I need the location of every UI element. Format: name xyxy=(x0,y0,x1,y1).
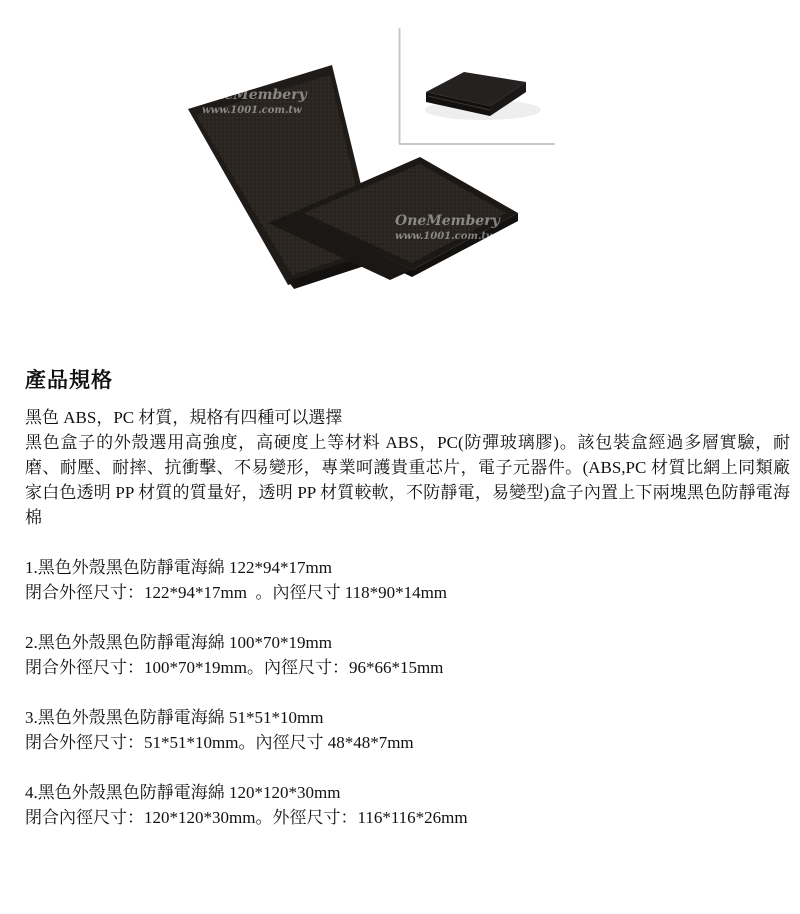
product-photo-area xyxy=(0,0,800,345)
watermark-text: OneMembery xyxy=(395,213,500,229)
spec-item xyxy=(25,555,790,605)
spec-item xyxy=(25,780,790,830)
product-description xyxy=(25,405,790,830)
intro-line: 黑色 ABS，PC 材質，規格有四種可以選擇 xyxy=(25,408,343,427)
spec-item xyxy=(25,705,790,755)
spec-title: 3.黑色外殼黑色防靜電海綿 51*51*10mm xyxy=(25,708,324,727)
spec-detail: 閉合外徑尺寸：100*70*19mm。內徑尺寸：96*66*15mm xyxy=(25,658,444,677)
intro-paragraph: 黑色盒子的外殼選用高強度，高硬度上等材料 ABS，PC(防彈玻璃膠)。該包裝盒經過多層實驗，耐磨、耐壓、耐摔、抗衝擊、不易變形，專業呵護貴重芯片，電子元器件。(ABS,PC 材質比網上同類廠家白色透明 PP 材質的質量好，透明 PP 材質較軟，不防靜電，易變型)盒子內置上下兩塊黑色防靜電海棉 xyxy=(25,433,790,527)
black-box-closed-photo xyxy=(398,28,555,146)
watermark-text: www.1001.com.tw xyxy=(202,105,302,116)
spec-title: 1.黑色外殼黑色防靜電海綿 122*94*17mm xyxy=(25,558,332,577)
watermark-text: OneMembery xyxy=(202,87,307,103)
spec-detail: 閉合外徑尺寸：122*94*17mm 。內徑尺寸 118*90*14mm xyxy=(25,583,448,602)
spec-title: 2.黑色外殼黑色防靜電海綿 100*70*19mm xyxy=(25,633,332,652)
watermark-text: www.1001.com.tw xyxy=(395,231,495,242)
section-title: 產品規格 xyxy=(25,368,113,392)
spec-title: 4.黑色外殼黑色防靜電海綿 120*120*30mm xyxy=(25,783,341,802)
spec-detail: 閉合外徑尺寸：51*51*10mm。內徑尺寸 48*48*7mm xyxy=(25,733,414,752)
spec-detail: 閉合內徑尺寸：120*120*30mm。外徑尺寸：116*116*26mm xyxy=(25,808,468,827)
spec-item xyxy=(25,630,790,680)
